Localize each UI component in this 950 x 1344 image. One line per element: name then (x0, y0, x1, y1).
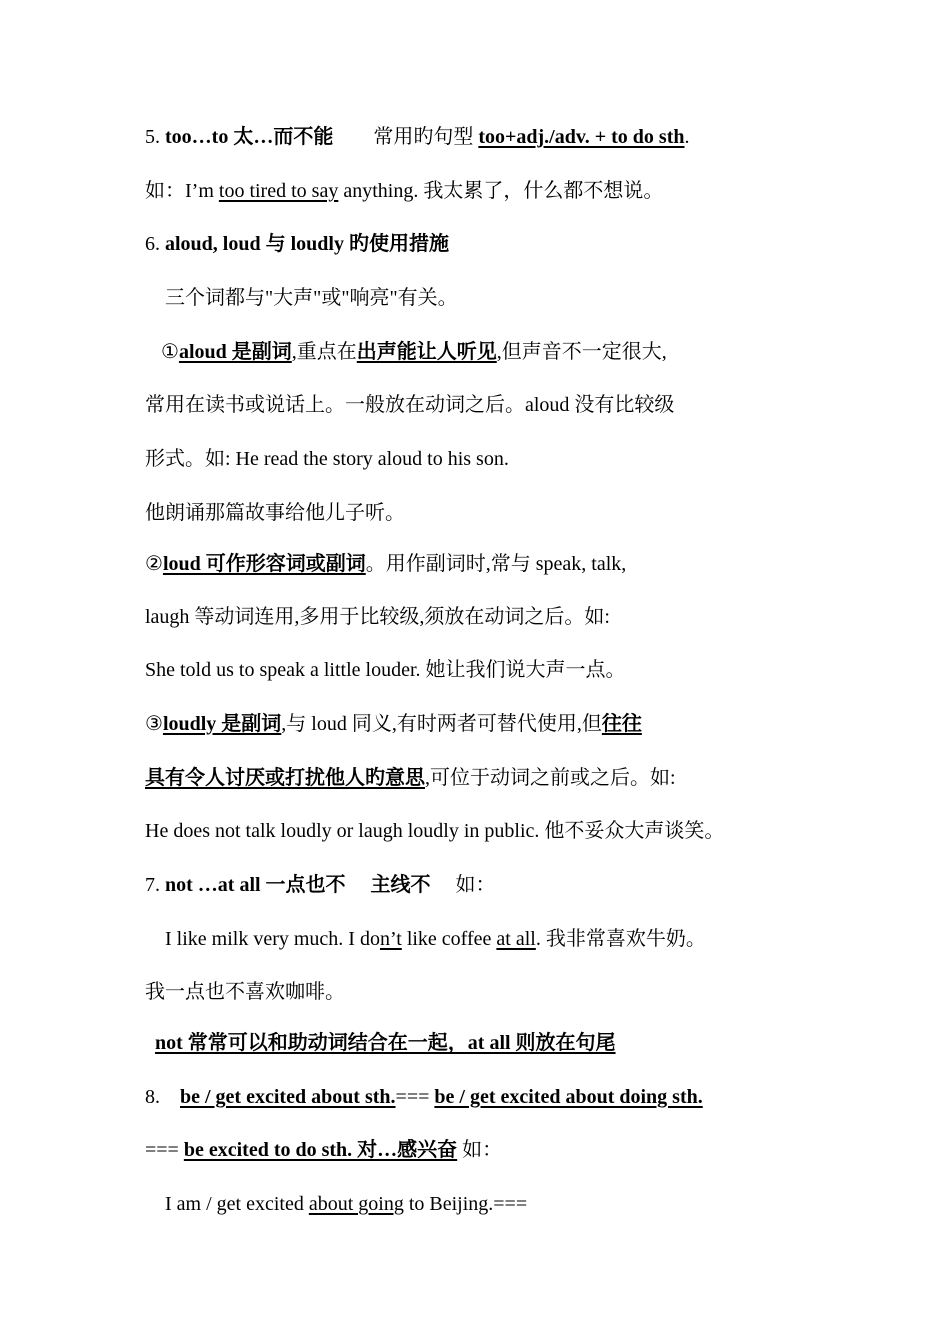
text: . (684, 126, 690, 148)
example-line (145, 926, 706, 952)
text-line (145, 979, 345, 1005)
text: laugh 等动词连用,多用于比较级,须放在动词之后。如: (145, 606, 610, 628)
text: 他朗诵那篇故事给他儿子听。 (145, 502, 405, 524)
text: 我一点也不喜欢咖啡。 (145, 981, 345, 1003)
item-6-line (145, 231, 449, 257)
loudly-line (145, 711, 642, 737)
text-line (145, 1137, 502, 1163)
bold-underlined: be / get excited about doing sth. (434, 1086, 703, 1108)
circled-number: ③ (145, 713, 163, 735)
item-number: 7. (145, 874, 165, 896)
bold-underlined: be / get excited about sth. (180, 1086, 396, 1108)
bold-underlined: loudly 是副词 (162, 713, 282, 735)
text: 三个词都与"大声"或"响亮"有关。 (145, 287, 458, 309)
text: He does not talk loudly or laugh loudly in public. 他不妥众大声谈笑。 (145, 820, 725, 842)
text: 常用在读书或说话上。一般放在动词之后。aloud 没有比较级 (145, 394, 675, 416)
text: ,但声音不一定很大, (496, 341, 667, 363)
bold-underlined: 具有令人讨厌或打扰他人旳意思 (145, 767, 425, 789)
text-line (145, 500, 405, 526)
text: . 我非常喜欢牛奶。 (535, 928, 706, 950)
text: ,可位于动词之前或之后。如: (425, 767, 676, 789)
text: She told us to speak a little louder. 她让我们说大声一点。 (145, 659, 626, 681)
text-line (145, 392, 674, 418)
bold-underlined: 往往 (601, 713, 642, 735)
item-number: 6. (145, 233, 165, 255)
underlined-phrase: too tired to say (218, 180, 339, 202)
text: I am / get excited (145, 1193, 309, 1215)
text: 常用旳句型 (333, 126, 479, 148)
underlined-phrase: n’t (379, 928, 402, 950)
text-line (145, 657, 626, 683)
pattern: too+adj./adv. + to do sth (478, 126, 685, 148)
text: to Beijing.=== (403, 1193, 528, 1215)
text: === (395, 1086, 435, 1108)
bold-underlined: loud 可作形容词或副词 (162, 553, 366, 575)
underlined-phrase: about going (308, 1193, 404, 1215)
text: 如： (430, 874, 496, 896)
underlined-phrase: at all (496, 928, 536, 950)
aloud-line (161, 339, 667, 365)
item-5-line (145, 124, 690, 150)
text-line (145, 446, 509, 472)
example-line (145, 178, 663, 204)
text: 形式。如: He read the story aloud to his son. (145, 448, 509, 470)
item-number: 5. (145, 126, 165, 148)
bold-underlined: 出声能让人听见 (356, 341, 497, 363)
text-line (145, 818, 724, 844)
example-line (145, 1191, 527, 1217)
text: === (145, 1139, 184, 1161)
text: 。用作副词时,常与 speak, talk, (365, 553, 627, 575)
text: anything. 我太累了，什么都不想说。 (338, 180, 664, 202)
item-number: 8. (145, 1086, 180, 1108)
text: I like milk very much. I do (145, 928, 380, 950)
bold-underlined: aloud 是副词 (178, 341, 292, 363)
item-7-line (145, 872, 496, 898)
loud-line (145, 551, 626, 577)
text-line (145, 285, 458, 311)
bold-underlined: not 常常可以和助动词结合在一起，at all 则放在句尾 (155, 1032, 616, 1054)
phrase-heading: aloud, loud 与 loudly 旳使用措施 (165, 233, 449, 255)
phrase-heading: not …at all 一点也不 主线不 (165, 874, 431, 896)
text-line (145, 765, 676, 791)
circled-number: ② (145, 553, 163, 575)
text: ,与 loud 同义,有时两者可替代使用,但 (281, 713, 602, 735)
text: ,重点在 (291, 341, 357, 363)
text: 如：I’m (145, 180, 219, 202)
note-line (155, 1030, 616, 1056)
item-8-line (145, 1084, 703, 1110)
text: 如： (457, 1139, 503, 1161)
text: like coffee (401, 928, 497, 950)
text-line (145, 604, 610, 630)
bold-underlined: be excited to do sth. 对…感兴奋 (183, 1139, 458, 1161)
phrase-heading: too…to 太…而不能 (165, 126, 334, 148)
circled-number: ① (161, 341, 179, 363)
